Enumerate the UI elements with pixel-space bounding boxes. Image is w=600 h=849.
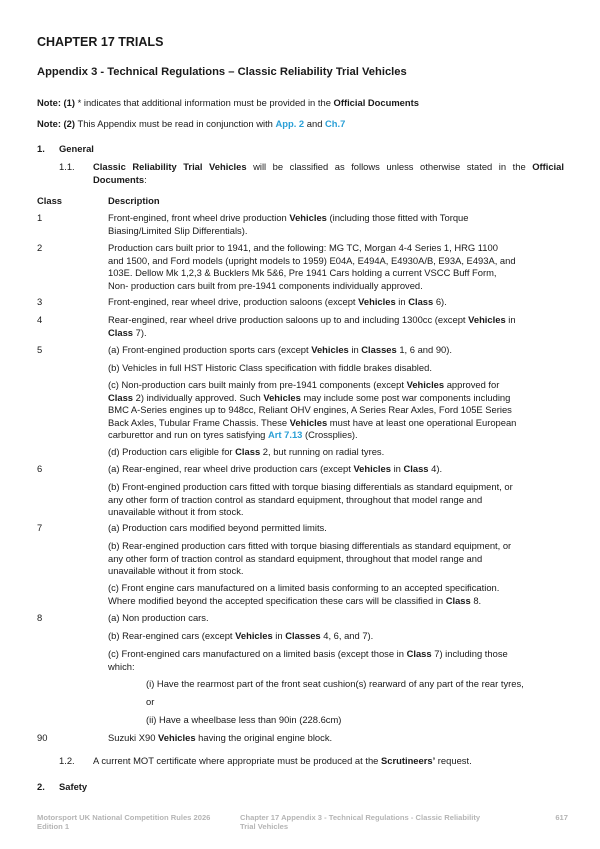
class-8-c: (c) Front-engined cars manufactured on a limited basis (except those in Class 7) including those which: bbox=[108, 648, 508, 672]
class-8-number: 8 bbox=[37, 612, 43, 623]
note-2-and: and bbox=[304, 118, 326, 129]
class-90-description: Suzuki X90 Vehicles having the original engine block. bbox=[108, 732, 333, 743]
page-number: 617 bbox=[555, 813, 568, 822]
class-5-number: 5 bbox=[37, 344, 43, 355]
item-1-1-bold-vehicles: Classic Reliability Trial Vehicles bbox=[93, 161, 247, 172]
class-4-description: Rear-engined, rear wheel drive production saloons up to and including 1300cc (except Vehicles in Class 7). bbox=[108, 314, 516, 338]
note-2-text: This Appendix must be read in conjunction with bbox=[75, 118, 276, 129]
class-6-a: (a) Rear-engined, rear wheel drive production cars (except Vehicles in Class 4). bbox=[108, 463, 443, 474]
class-2-number: 2 bbox=[37, 242, 43, 253]
note-1-label: Note: (1) bbox=[37, 97, 76, 108]
link-ch-7[interactable]: Ch.7 bbox=[325, 118, 346, 129]
appendix-title: Appendix 3 - Technical Regulations – Classic Reliability Trial Vehicles bbox=[37, 66, 407, 78]
header-class: Class bbox=[37, 195, 63, 206]
note-1-official-documents: Official Documents bbox=[333, 97, 419, 108]
note-1 bbox=[37, 97, 564, 110]
class-8-c-ii: (ii) Have a wheelbase less than 90in (228.6cm) bbox=[146, 714, 342, 725]
class-5-a: (a) Front-engined production sports cars (except Vehicles in Classes 1, 6 and 90). bbox=[108, 344, 452, 355]
class-7-c: (c) Front engine cars manufactured on a limited basis conforming to an accepted specification. Where modified beyond the accepted specification these cars will be classified in Class 8. bbox=[108, 582, 500, 606]
section-1-number: 1. bbox=[37, 143, 45, 154]
note-2 bbox=[37, 118, 564, 131]
section-2-title: Safety bbox=[59, 781, 88, 792]
class-6-number: 6 bbox=[37, 463, 43, 474]
class-5-c: (c) Non-production cars built mainly from pre-1941 components (except Vehicles approved for Class 2) individually approved. Such Vehicles may include some post war components including BMC A-Series engines up to 948cc, Reliant OHV engines, A Series Rear Axles, Ford 105E Series Back Axles, Tubular Frame Chassis. These Vehicles must have at least one operational European carburettor and run on tyres satisfying Art 7.13 (Crossplies). bbox=[108, 379, 517, 441]
link-app-2[interactable]: App. 2 bbox=[275, 118, 305, 129]
link-art-7-13[interactable]: Art 7.13 bbox=[267, 429, 303, 441]
note-2-label: Note: (2) bbox=[37, 118, 76, 129]
class-8-c-i: (i) Have the rearmost part of the front seat cushion(s) rearward of any part of the rear tyres, bbox=[146, 678, 524, 689]
chapter-title: CHAPTER 17 TRIALS bbox=[37, 35, 164, 49]
class-2-description: Production cars built prior to 1941, and the following: MG TC, Morgan 4-4 Series 1, HRG 1100 and 1500, and Ford models (upright models to 1959) E04A, E494A, E4930A/B, E93A, E493A, and 103E. Dellow Mk 1,2,3 & Bucklers Mk 5&6, Pre 1941 Cars holding a current VSCC Buff Form, Non- production cars built from pre-1941 components individually approved. bbox=[108, 242, 516, 291]
note-1-text: * indicates that additional information must be provided in the bbox=[75, 97, 334, 108]
class-1-description: Front-engined, front wheel drive production Vehicles (including those fitted with Torque Biasing/Limited Slip Differentials). bbox=[108, 212, 469, 236]
class-7-b: (b) Rear-engined production cars fitted with torque biasing differentials as standard equipment, or any other form of traction control as standard equipment, throughout that model range and unavailable without it from stock. bbox=[108, 540, 512, 577]
class-6-b: (b) Front-engined production cars fitted with torque biasing differentials as standard equipment, or any other form of traction control as standard equipment, throughout that model range and unavailable without it from stock. bbox=[108, 481, 513, 518]
class-7-number: 7 bbox=[37, 522, 43, 533]
footer-center: Chapter 17 Appendix 3 - Technical Regulations - Classic Reliability Trial Vehicles bbox=[240, 813, 481, 832]
class-8-c-or: or bbox=[146, 696, 155, 707]
section-1-title: General bbox=[59, 143, 94, 154]
item-1-1-official-documents: Official Documents bbox=[93, 161, 564, 185]
class-3-description: Front-engined, rear wheel drive, production saloons (except Vehicles in Class 6). bbox=[108, 296, 447, 307]
item-1-1-body: will be classified as follows unless otherwise stated in the bbox=[246, 161, 533, 172]
class-7-a: (a) Production cars modified beyond permitted limits. bbox=[108, 522, 327, 533]
section-2-number: 2. bbox=[37, 781, 45, 792]
item-1-2-number: 1.2. bbox=[59, 755, 75, 766]
class-5-b: (b) Vehicles in full HST Historic Class specification with fiddle brakes disabled. bbox=[108, 362, 432, 373]
item-1-1-text bbox=[93, 161, 564, 186]
class-8-b: (b) Rear-engined cars (except Vehicles in Classes 4, 6, and 7). bbox=[108, 630, 374, 641]
class-8-a: (a) Non production cars. bbox=[108, 612, 209, 623]
class-3-number: 3 bbox=[37, 296, 43, 307]
class-4-number: 4 bbox=[37, 314, 43, 325]
item-1-2-text: A current MOT certificate where appropriate must be produced at the Scrutineers’ request. bbox=[93, 755, 472, 766]
header-description: Description bbox=[108, 195, 160, 206]
class-90-number: 90 bbox=[37, 732, 48, 743]
class-5-d: (d) Production cars eligible for Class 2, but running on radial tyres. bbox=[108, 446, 385, 457]
class-1-number: 1 bbox=[37, 212, 43, 223]
item-1-1-colon: : bbox=[144, 173, 147, 185]
footer-left: Motorsport UK National Competition Rules 2026 Edition 1 bbox=[37, 813, 211, 832]
item-1-1-number: 1.1. bbox=[59, 161, 75, 172]
